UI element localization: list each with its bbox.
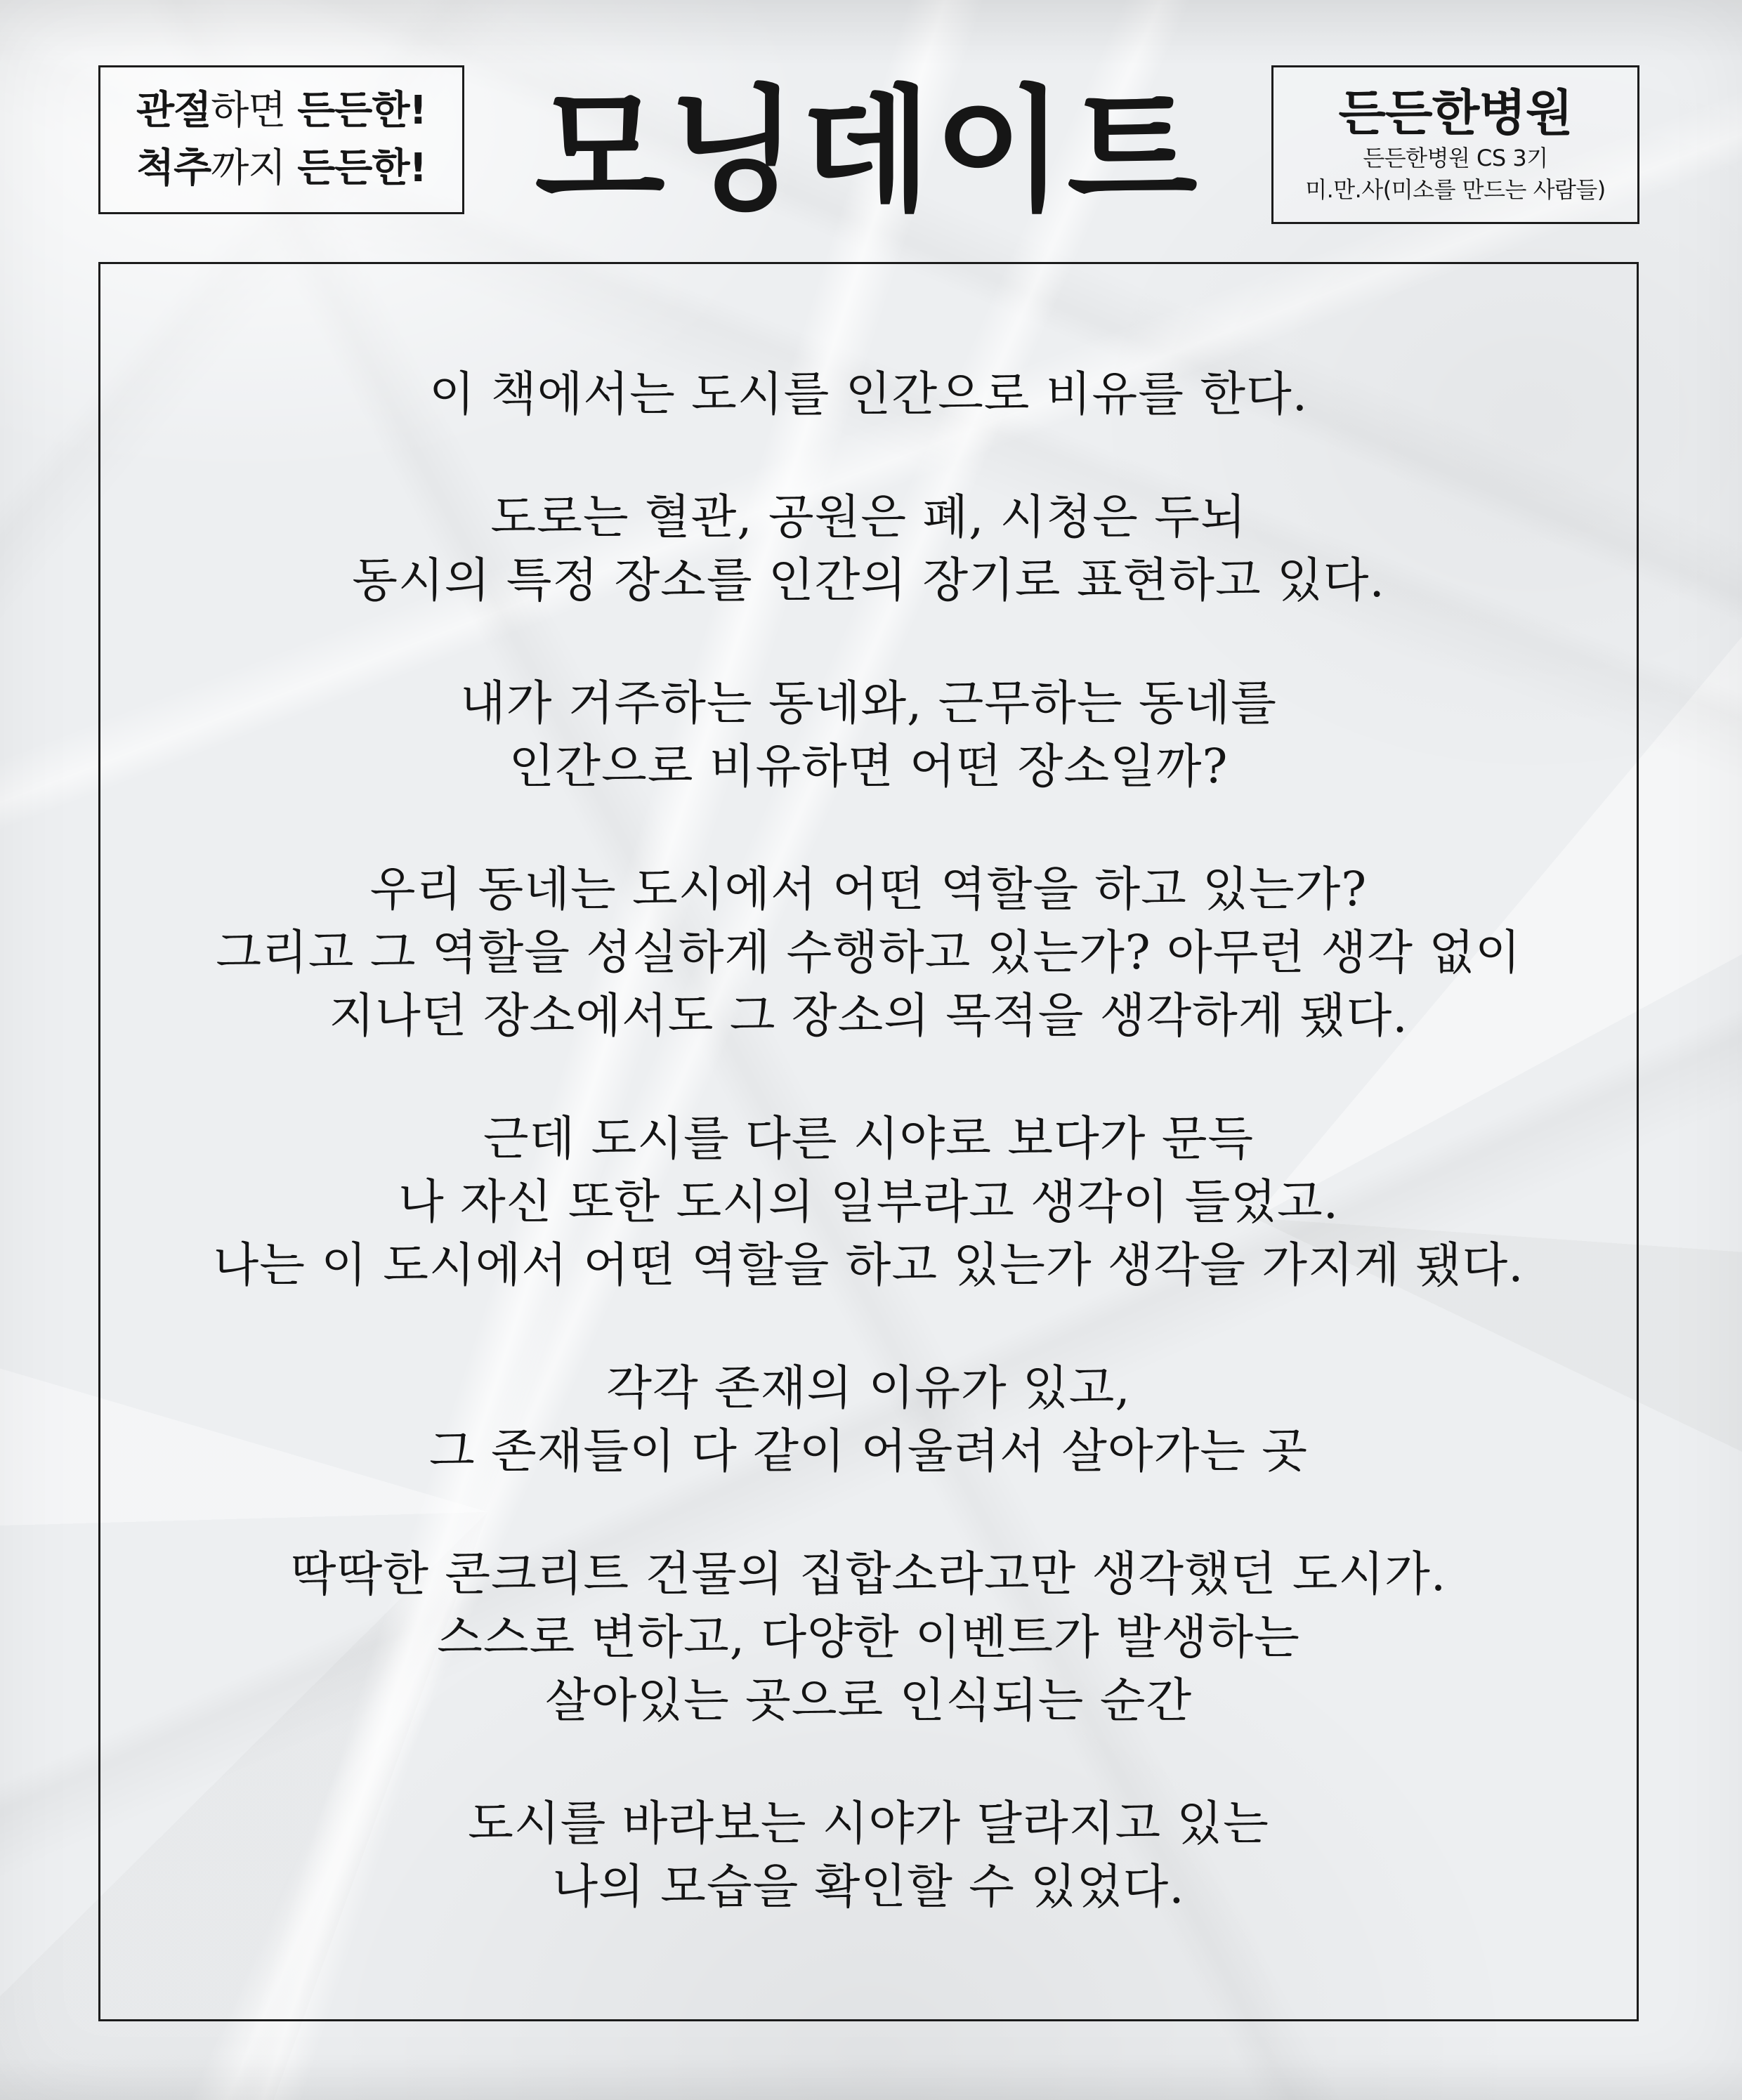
essay-panel bbox=[98, 262, 1639, 2021]
text-line: 딱딱한 콘크리트 건물의 집합소라고만 생각했던 도시가. bbox=[290, 1547, 1447, 1601]
text-line: 살아있는 곳으로 인식되는 순간 bbox=[544, 1673, 1193, 1728]
text-line: 스스로 변하고, 다양한 이벤트가 발생하는 bbox=[437, 1610, 1300, 1665]
slogan-line1-bold-1: 관절 bbox=[136, 88, 211, 133]
paragraph-4 bbox=[100, 858, 1637, 1047]
slogan-line-1 bbox=[136, 82, 426, 140]
paragraph-6 bbox=[100, 1356, 1637, 1483]
slogan-line2-normal: 까지 bbox=[211, 145, 298, 191]
hospital-name: 든든한병원 bbox=[1338, 84, 1573, 142]
hospital-badge bbox=[1271, 65, 1639, 224]
hospital-subtitle-1: 든든한병원 CS 3기 bbox=[1363, 145, 1548, 171]
text-line: 우리 동네는 도시에서 어떤 역할을 하고 있는가? bbox=[369, 862, 1368, 917]
slogan-line1-normal: 하면 bbox=[211, 88, 298, 133]
text-line: 지나던 장소에서도 그 장소의 목적을 생각하게 됐다. bbox=[329, 988, 1408, 1043]
slogan-badge bbox=[98, 65, 464, 214]
text-line: 나의 모습을 확인할 수 있었다. bbox=[552, 1859, 1185, 1914]
slogan-line2-bold-2: 든든한! bbox=[297, 145, 427, 191]
paragraph-8 bbox=[100, 1792, 1637, 1918]
text-line: 도로는 혈관, 공원은 폐, 시청은 두뇌 bbox=[490, 490, 1247, 544]
text-line: 도시를 바라보는 시야가 달라지고 있는 bbox=[468, 1796, 1269, 1851]
text-line: 인간으로 비유하면 어떤 장소일까? bbox=[509, 739, 1229, 794]
hospital-subtitle-2: 미.만.사(미소를 만드는 사람들) bbox=[1305, 176, 1606, 203]
text-line: 나는 이 도시에서 어떤 역할을 하고 있는가 생각을 가지게 됐다. bbox=[213, 1238, 1524, 1292]
text-line: 근데 도시를 다른 시야로 보다가 문득 bbox=[483, 1111, 1255, 1166]
slogan-line2-bold-1: 척추 bbox=[136, 145, 211, 191]
text-line: 동시의 특정 장소를 인간의 장기로 표현하고 있다. bbox=[352, 553, 1385, 608]
slogan-line1-bold-2: 든든한! bbox=[297, 88, 427, 133]
slogan-line-2 bbox=[136, 140, 426, 197]
paragraph-1 bbox=[100, 362, 1637, 426]
text-line: 그리고 그 역할을 성실하게 수행하고 있는가? 아무런 생각 없이 bbox=[216, 925, 1521, 980]
paragraph-3 bbox=[100, 671, 1637, 798]
text-line: 이 책에서는 도시를 인간으로 비유를 한다. bbox=[428, 367, 1309, 421]
text-line: 그 존재들이 다 같이 어울려서 살아가는 곳 bbox=[428, 1424, 1309, 1478]
paragraph-7 bbox=[100, 1542, 1637, 1732]
text-line: 나 자신 또한 도시의 일부라고 생각이 들었고. bbox=[398, 1174, 1340, 1229]
page-title: 모닝데이트 bbox=[535, 72, 1200, 230]
paragraph-5 bbox=[100, 1107, 1637, 1297]
text-line: 각각 존재의 이유가 있고, bbox=[606, 1360, 1131, 1415]
paragraph-2 bbox=[100, 485, 1637, 612]
text-line: 내가 거주하는 동네와, 근무하는 동네를 bbox=[459, 676, 1278, 730]
